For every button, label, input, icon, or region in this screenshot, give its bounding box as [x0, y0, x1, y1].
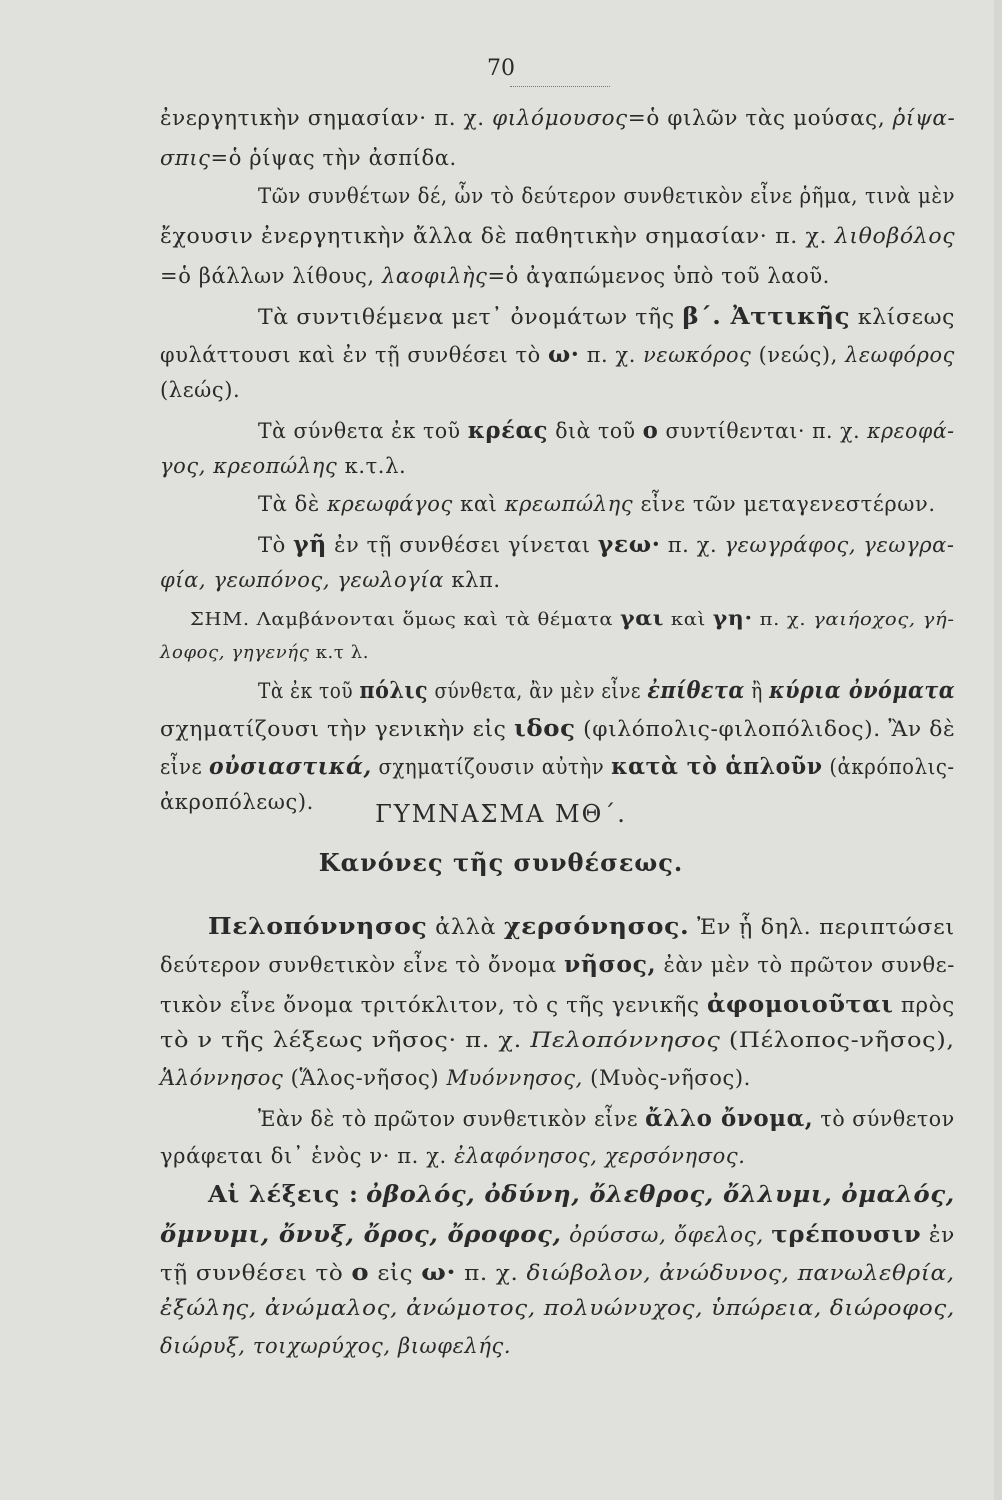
text-run: Ἐν ᾗ δηλ. περιπτώσει: [689, 915, 955, 939]
text-run: =ὁ βάλλων λίθους,: [160, 264, 382, 288]
text-run: διὰ τοῦ: [548, 419, 643, 443]
text-run: φιλόμουσος: [492, 106, 628, 130]
text-run: ἐνεργητικὴν σημασίαν· π. χ.: [160, 106, 493, 130]
text-run: =ὁ ἀγαπώμενος ὑπὸ τοῦ λαοῦ.: [487, 264, 830, 288]
text-run: γη·: [712, 606, 753, 630]
text-run: Ἐὰν δὲ τὸ πρῶτον συνθετικὸν εἶνε: [258, 1107, 646, 1131]
text-line: [160, 1066, 751, 1090]
text-run: ἔχουσιν ἐνεργητικὴν ἄλλα δὲ παθητικὴν σημασίαν· π. χ.: [160, 224, 835, 248]
text-line: [160, 752, 955, 780]
text-line: [160, 568, 501, 592]
text-run: γῆ: [293, 530, 327, 558]
text-run: τὸ σύνθετον: [813, 1107, 955, 1131]
text-run: κατὰ τὸ ἁπλοῦν: [611, 752, 823, 780]
text-run: κρεωφάγος: [327, 492, 453, 516]
text-run: τὸ ν τῆς λέξεως νῆσος· π. χ.: [160, 1028, 531, 1052]
text-run: Τὰ δὲ: [258, 492, 328, 516]
text-run: φυλάττουσι καὶ ἐν τῇ συνθέσει τὸ: [160, 343, 548, 367]
text-run: (Πέλοπος-νῆσος),: [720, 1028, 955, 1052]
text-run: ο: [642, 416, 659, 444]
text-run: Τὰ ἐκ τοῦ: [258, 679, 360, 703]
text-run: ἐν: [921, 1223, 955, 1247]
text-run: ἀφομοιοῦται: [706, 990, 894, 1018]
text-run: κρεοφά-: [867, 419, 955, 443]
text-run: κρέας: [467, 416, 549, 444]
text-line: [208, 912, 955, 940]
text-run: Μυόννησος,: [446, 1066, 583, 1090]
text-run: ἐν τῇ συνθέσει γίνεται: [326, 533, 598, 557]
text-run: γαιήοχος, γή-: [813, 609, 955, 630]
text-run: σύνθετα, ἂν μὲν εἶνε: [428, 679, 648, 703]
text-line: [258, 492, 936, 516]
text-run: ἐλαφόνησος, χερσόνησος.: [454, 1144, 746, 1168]
text-line: [160, 1144, 746, 1168]
text-run: διώβολον, ἀνώδυνος, πανωλεθρία,: [526, 1261, 955, 1285]
text-run: τῇ συνθέσει τὸ: [160, 1261, 352, 1285]
text-line: [160, 950, 955, 978]
text-line: [160, 642, 369, 663]
text-run: (ἀκρόπολις-: [822, 755, 955, 779]
text-run: Τῶν συνθέτων δέ, ὧν τὸ δεύτερον συνθετικὸν εἶνε ῥῆμα, τινὰ μὲν: [258, 184, 956, 208]
text-line: [160, 990, 955, 1018]
text-run: β΄. Ἀττικῆς: [682, 302, 851, 330]
text-line: [258, 302, 955, 330]
text-run: λιθοβόλος: [834, 224, 956, 248]
text-line: [258, 530, 955, 558]
text-line: [258, 184, 955, 208]
text-run: ιδος: [513, 714, 576, 742]
text-run: Τὸ: [258, 533, 294, 557]
text-run: τρέπουσιν: [771, 1220, 922, 1248]
text-run: πρὸς: [893, 993, 955, 1017]
text-run: κ.τ λ.: [309, 642, 370, 663]
text-run: πόλις: [359, 676, 429, 704]
text-run: ο: [351, 1258, 370, 1286]
text-run: =ὁ φιλῶν τὰς μούσας,: [627, 106, 893, 130]
text-run: εἰς: [369, 1261, 422, 1285]
text-line: [160, 224, 955, 248]
text-run: σχηματίζουσιν αὐτὴν: [371, 755, 612, 779]
text-run: ὀρύσσω, ὄφελος,: [561, 1223, 772, 1247]
text-run: κρεωπώλης: [504, 492, 634, 516]
text-run: σχηματίζουσι τὴν γενικὴν εἰς: [160, 717, 514, 741]
text-line: [160, 714, 955, 742]
text-run: κλπ.: [444, 568, 501, 592]
text-line: [190, 606, 955, 630]
text-run: γαι: [620, 606, 664, 630]
text-run: (λεώς).: [160, 378, 241, 402]
text-line: [160, 1334, 511, 1358]
text-line: [208, 1180, 955, 1208]
text-run: εἶνε τῶν μεταγενεστέρων.: [633, 492, 936, 516]
text-run: ω·: [421, 1258, 457, 1286]
text-run: σπις: [160, 146, 211, 170]
text-run: Ἁλόννησος: [160, 1066, 284, 1090]
text-run: γος, κρεοπώλης: [160, 454, 338, 478]
text-line: [160, 454, 406, 478]
text-run: ἢ: [744, 679, 770, 703]
text-line: [160, 340, 955, 368]
text-run: Αἱ λέξεις :: [208, 1180, 359, 1208]
text-run: γεω·: [597, 530, 661, 558]
text-run: δεύτερον συνθετικὸν εἶνε τὸ ὄνομα: [160, 953, 564, 977]
text-run: π. χ.: [579, 343, 644, 367]
text-run: φία, γεωπόνος, γεωλογία: [160, 568, 445, 592]
text-run: ω·: [547, 340, 580, 368]
text-run: κλίσεως: [850, 305, 956, 329]
text-run: π. χ.: [660, 533, 725, 557]
text-run: κ.τ.λ.: [337, 454, 407, 478]
text-run: π. χ.: [752, 609, 814, 630]
text-run: ῥίψα-: [892, 106, 956, 130]
text-run: εἶνε: [160, 755, 210, 779]
text-run: ὄμνυμι, ὄνυξ, ὄρος, ὄροφος,: [160, 1220, 562, 1248]
text-run: γράφεται δι᾽ ἑνὸς ν· π. χ.: [160, 1144, 455, 1168]
text-run: (νεώς),: [751, 343, 846, 367]
text-run: τικὸν εἶνε ὄνομα τριτόκλιτον, τὸ ς τῆς γενικῆς: [160, 993, 707, 1017]
text-run: (Ἅλος-νῆσος): [283, 1066, 447, 1090]
text-run: ἐπίθετα: [647, 676, 745, 704]
text-run: συντίθενται· π. χ.: [658, 419, 868, 443]
text-run: =ὁ ῥίψας τὴν ἀσπίδα.: [210, 146, 457, 170]
text-run: ἄλλο ὄνομα,: [645, 1104, 814, 1132]
text-run: ἀκροπόλεως).: [160, 790, 314, 814]
text-line: [160, 378, 240, 402]
text-run: χερσόνησος.: [504, 912, 690, 940]
text-run: νῆσος,: [563, 950, 657, 978]
text-run: καὶ: [452, 492, 505, 516]
text-run: οὐσιαστικά,: [209, 752, 372, 780]
text-run: Πελοπόννησος: [530, 1028, 721, 1052]
text-run: γεωγράφος, γεωγρα-: [724, 533, 955, 557]
text-run: Τὰ συντιθέμενα μετ᾽ ὀνομάτων τῆς: [258, 305, 683, 329]
text-line: [258, 676, 955, 704]
page-number-rule: [510, 86, 610, 87]
text-line: [160, 1258, 955, 1286]
text-run: ἐξώλης, ἀνώμαλος, ἀνώμοτος, πολυώνυχος, ὑπώρεια, διώροφος,: [160, 1296, 955, 1320]
text-line: [160, 264, 830, 288]
exercise-heading: ΓΥΜΝΑΣΜΑ ΜΘ΄.: [375, 800, 627, 828]
text-line: [258, 416, 955, 444]
text-run: (Μυὸς-νῆσος).: [582, 1066, 751, 1090]
page-edge: [994, 0, 1002, 1500]
text-line: [160, 146, 457, 170]
text-run: κύρια ὀνόματα: [769, 676, 956, 704]
page-number: 70: [487, 56, 515, 81]
text-run: π. χ.: [456, 1261, 527, 1285]
text-run: νεωκόρος: [643, 343, 752, 367]
text-run: καὶ: [663, 609, 713, 630]
text-run: λοφος, γηγενής: [160, 642, 310, 663]
text-run: ἐὰν μὲν τὸ πρῶτον συνθε-: [656, 953, 955, 977]
text-line: [160, 106, 955, 130]
text-line: [160, 1296, 955, 1320]
text-run: ἀλλὰ: [427, 915, 505, 939]
text-run: λαοφιλὴς: [381, 264, 488, 288]
text-run: Πελοπόννησος: [208, 912, 428, 940]
text-run: διώρυξ, τοιχωρύχος, βιωφελής.: [160, 1334, 512, 1358]
text-run: ΣΗΜ. Λαμβάνονται ὅμως καὶ τὰ θέματα: [190, 609, 621, 630]
text-run: Τὰ σύνθετα ἐκ τοῦ: [258, 419, 468, 443]
text-line: [160, 1220, 955, 1248]
section-heading: Κανόνες τῆς συνθέσεως.: [318, 848, 684, 877]
text-run: (φιλόπολις-φιλοπόλιδος). Ἂν δὲ: [575, 717, 956, 741]
text-line: [160, 1028, 955, 1052]
text-line: [258, 1104, 955, 1132]
text-run: λεωφόρος: [845, 343, 955, 367]
text-run: ὀβολός, ὀδύνη, ὄλεθρος, ὄλλυμι, ὀμαλός,: [366, 1180, 955, 1208]
